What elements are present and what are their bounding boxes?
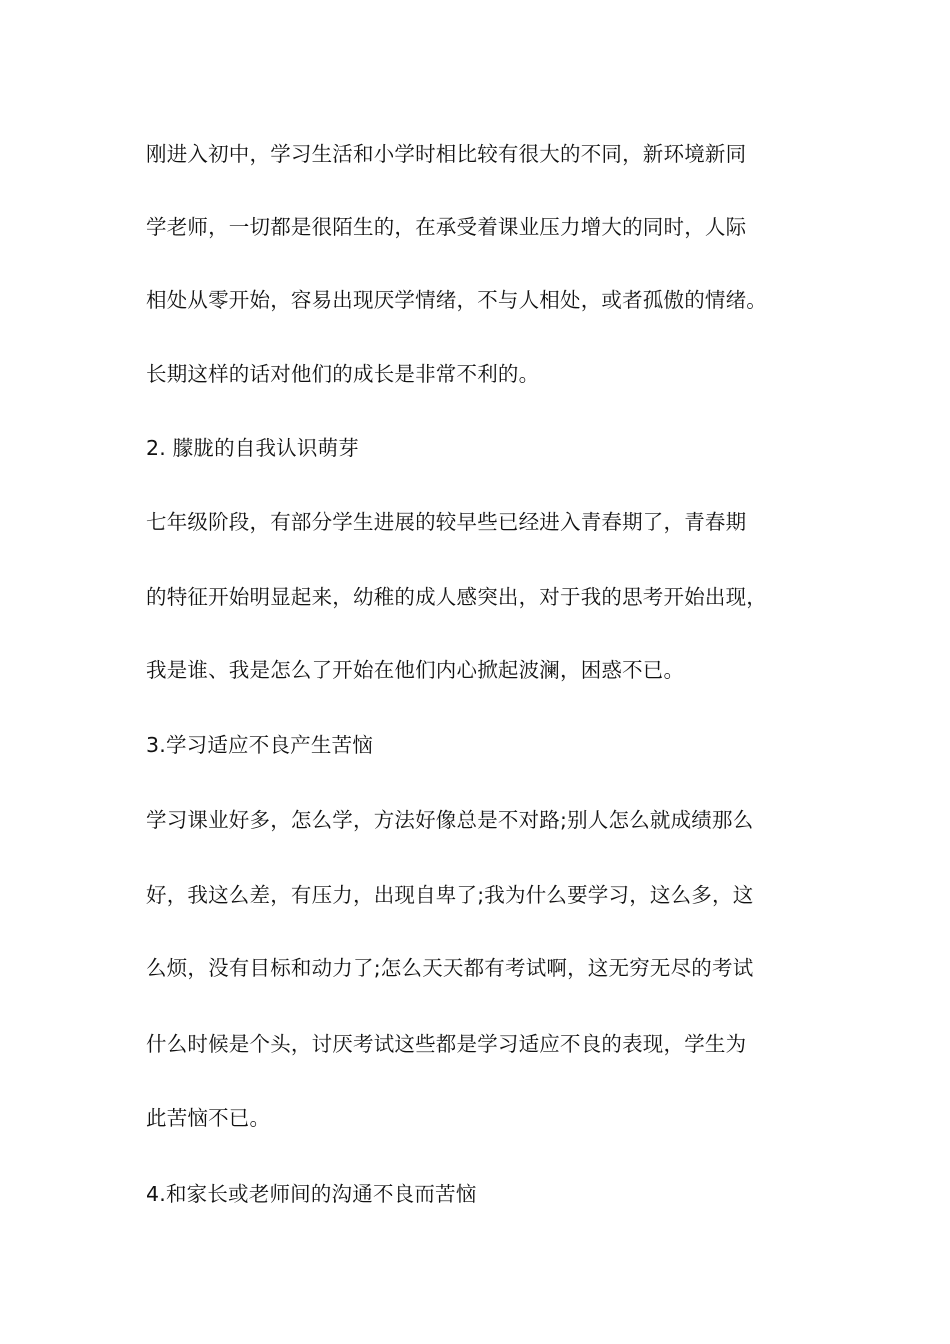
paragraph-line: 什么时候是个头，讨厌考试这些都是学习适应不良的表现，学生为 (146, 1032, 747, 1056)
section-heading: 4.和家长或老师间的沟通不良而苦恼 (146, 1182, 477, 1206)
paragraph-line: 刚进入初中，学习生活和小学时相比较有很大的不同，新环境新同 (146, 142, 747, 166)
paragraph-line: 么烦，没有目标和动力了;怎么天天都有考试啊，这无穷无尽的考试 (146, 956, 754, 980)
section-heading: 3.学习适应不良产生苦恼 (146, 733, 373, 757)
paragraph-line: 好，我这么差，有压力，出现自卑了;我为什么要学习，这么多，这 (146, 883, 754, 907)
paragraph-line: 长期这样的话对他们的成长是非常不利的。 (146, 362, 540, 386)
paragraph-line: 我是谁、我是怎么了开始在他们内心掀起波澜，困惑不已。 (146, 658, 685, 682)
section-heading: 2. 朦胧的自我认识萌芽 (146, 436, 359, 460)
paragraph-line: 学习课业好多，怎么学，方法好像总是不对路;别人怎么就成绩那么 (146, 808, 754, 832)
paragraph-line: 相处从零开始，容易出现厌学情绪，不与人相处，或者孤傲的情绪。 (146, 288, 767, 312)
paragraph-line: 此苦恼不已。 (146, 1106, 271, 1130)
paragraph-line: 的特征开始明显起来，幼稚的成人感突出，对于我的思考开始出现， (146, 585, 767, 609)
paragraph-line: 七年级阶段，有部分学生进展的较早些已经进入青春期了，青春期 (146, 510, 747, 534)
paragraph-line: 学老师，一切都是很陌生的，在承受着课业压力增大的同时，人际 (146, 215, 747, 239)
